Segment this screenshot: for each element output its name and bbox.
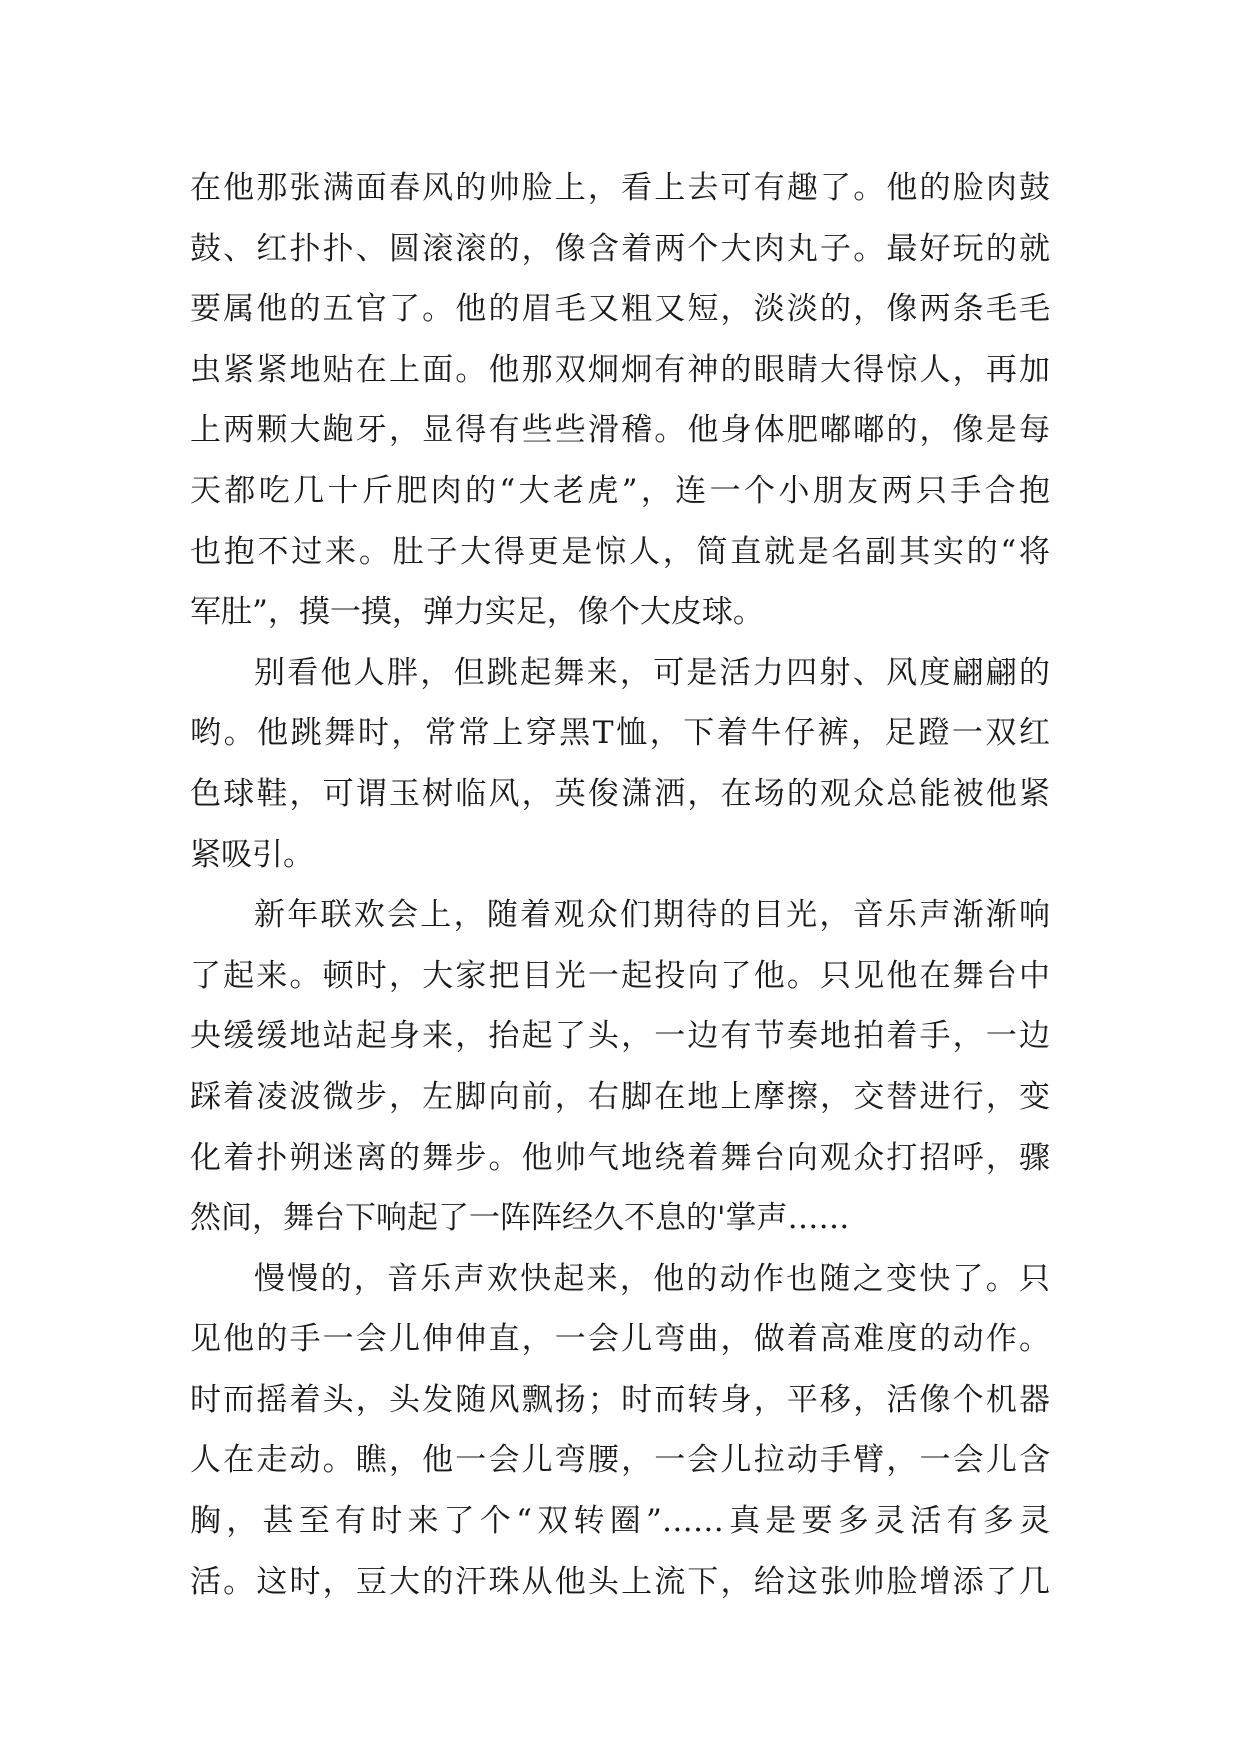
text-line: 新年联欢会上，随着观众们期待的目光，音乐声渐渐响 [254,897,1050,934]
text-line: 见他的手一会儿伸伸直，一会儿弯曲，做着高难度的动作。 [190,1321,1050,1358]
text-line: 活。这时，豆大的汗珠从他头上流下，给这张帅脸增添了几 [190,1563,1050,1600]
text-line: 色球鞋，可谓玉树临风，英俊潇洒，在场的观众总能被他紧 [190,775,1050,812]
body-text [190,158,1050,1612]
text-line: 央缓缓地站起身来，抬起了头，一边有节奏地拍着手，一边 [190,1018,1050,1055]
text-line: 慢慢的，音乐声欢快起来，他的动作也随之变快了。只 [254,1260,1050,1297]
paragraph-1 [190,158,1050,643]
text-line: 紧吸引。 [190,836,314,873]
text-line: 在他那张满面春风的帅脸上，看上去可有趣了。他的脸肉鼓 [190,170,1050,206]
text-line: 胸，甚至有时来了个“双转圈”……真是要多灵活有多灵 [190,1503,1050,1540]
paragraph-3 [190,885,1050,1249]
text-line: 人在走动。瞧，他一会儿弯腰，一会儿拉动手臂，一会儿含 [190,1442,1050,1479]
text-line: 化着扑朔迷离的舞步。他帅气地绕着舞台向观众打招呼，骤 [190,1139,1050,1176]
text-line: 也抱不过来。肚子大得更是惊人，简直就是名副其实的“将 [190,533,1050,570]
text-line: 虫紧紧地贴在上面。他那双炯炯有神的眼睛大得惊人，再加 [190,351,1050,388]
text-line: 鼓、红扑扑、圆滚滚的，像含着两个大肉丸子。最好玩的就 [190,230,1050,267]
text-line: 要属他的五官了。他的眉毛又粗又短，淡淡的，像两条毛毛 [190,291,1050,328]
text-line: 然间，舞台下响起了一阵阵经久不息的'掌声…… [190,1200,850,1237]
text-line: 天都吃几十斤肥肉的“大老虎”，连一个小朋友两只手合抱 [190,472,1050,509]
text-line: 别看他人胖，但跳起舞来，可是活力四射、风度翩翩的 [254,654,1050,691]
text-line: 上两颗大龅牙，显得有些些滑稽。他身体肥嘟嘟的，像是每 [190,412,1050,449]
text-line: 踩着凌波微步，左脚向前，右脚在地上摩擦，交替进行，变 [190,1078,1050,1115]
paragraph-4 [190,1249,1050,1613]
text-line: 时而摇着头，头发随风飘扬；时而转身，平移，活像个机器 [190,1381,1050,1418]
text-line: 军肚”，摸一摸，弹力实足，像个大皮球。 [190,594,764,631]
text-line: 了起来。顿时，大家把目光一起投向了他。只见他在舞台中 [190,957,1050,994]
text-line: 哟。他跳舞时，常常上穿黑T恤，下着牛仔裤，足蹬一双红 [190,715,1050,752]
paragraph-2 [190,643,1050,885]
